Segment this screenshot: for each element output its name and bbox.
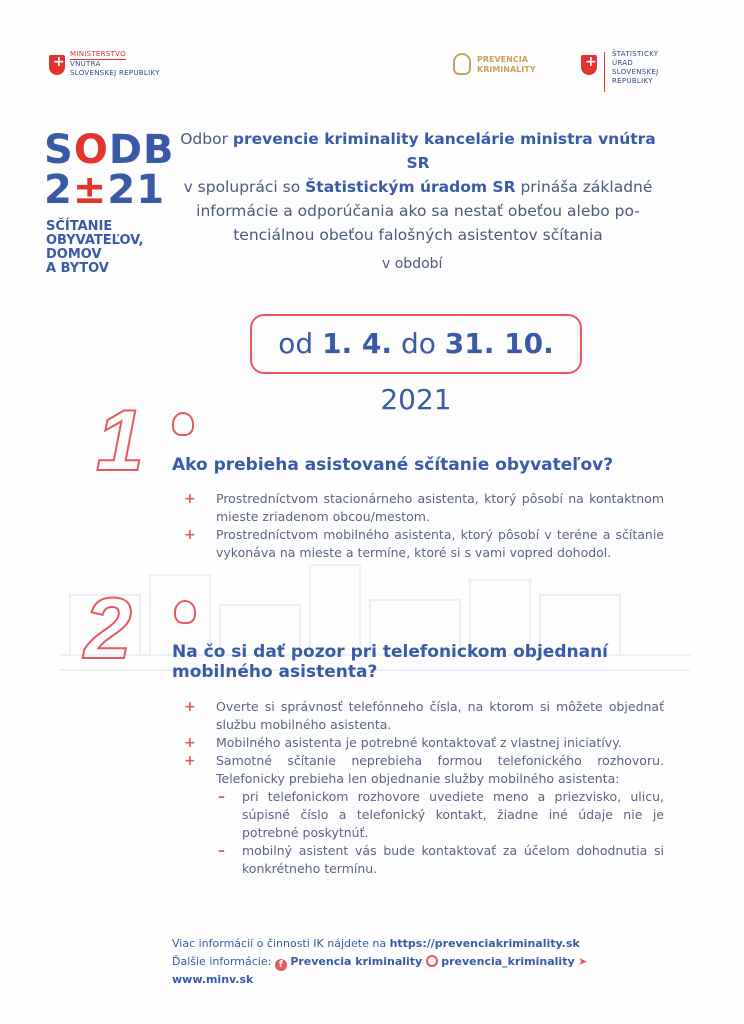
statistic-logo-text [612,50,682,86]
ministry-line2: VNÚTRA [70,60,101,68]
section2-sublist [216,788,664,878]
intro-t4: informácie a odporúčania ako sa nestať obeťou alebo po- [196,202,640,220]
cursor-icon: ➤ [578,955,588,968]
statistic-crest-icon [581,55,597,75]
divider [604,52,605,92]
sodb-sub3: DOMOV [46,247,102,262]
period-label: v období [382,256,443,272]
minv-link[interactable]: www.minv.sk [172,973,254,986]
sodb-21: 21 [107,167,166,213]
sodb-sub4: A BYTOV [46,261,109,276]
sub-list-item: – mobilný asistent vás bude kontaktovať za účelom dohodnutia si konkrétneho termínu. [216,842,664,878]
prevencia-line1: PREVENCIA [477,55,528,64]
facebook-icon: f [275,959,287,971]
instagram-icon [426,955,438,967]
intro-t3: prináša základné [515,178,653,196]
facebook-link[interactable]: Prevencia kriminality [290,955,423,968]
statistic-line1: ŠTATISTICKÝ [612,50,659,58]
list-item: + Prostredníctvom mobilného asistenta, ktorý pôsobí v teréne a sčítanie vykonáva na mieste a termíne, ktoré si s vami vopred dohodol. [184,526,664,562]
section2-heading-line2: mobilného asistenta? [172,662,378,682]
sodb-pm: ± [72,167,108,213]
footer-line2-text: Ďalšie informácie: [172,955,275,968]
section2-heading-line1: Na čo si dať pozor pri telefonickom objednaní [172,642,608,662]
intro-b1: prevencie kriminality kancelárie ministra vnútra SR [232,130,656,172]
section2-number: 2 [84,581,132,677]
sub-list-item: – pri telefonickom rozhovore uvediete meno a priezvisko, ulicu, súpisné číslo a telefonický kontakt, žiadne iné údaje nie je potrebné poskytnúť. [216,788,664,842]
list-item: + Overte si správnosť telefónneho čísla, na ktorom si môžete objednať službu mobilného asistenta. [184,698,664,734]
instagram-link[interactable]: prevencia_kriminality [441,955,575,968]
sodb-logo [44,127,175,213]
date-range-box [250,314,582,416]
date-to-label: do [392,327,445,360]
ministry-logo-text [70,50,180,78]
intro-t1: Odbor [180,130,233,148]
statistic-line3: SLOVENSKEJ [612,68,659,76]
section1-heading: Ako prebieha asistované sčítanie obyvateľov? [172,455,614,475]
headset-person-icon [174,600,196,624]
prevencia-line2: KRIMINALITY [477,65,536,74]
website-link[interactable]: https://prevenciakriminality.sk [389,937,580,950]
prevencia-logo-text [477,55,535,75]
list-item-text: Samotné sčítanie neprebieha formou telefonického rozhovoru. Telefonicky prebieha len objednanie služby mobilného asistenta: [216,753,664,786]
sodb-s: S [44,127,74,173]
date-from: 1. 4. [322,327,393,360]
list-item: + Mobilného asistenta je potrebné kontaktovať z vlastnej iniciatívy. [184,734,664,752]
person-mask-icon [172,412,194,436]
footer [172,935,632,989]
section2-list [184,698,664,878]
sodb-2: 2 [44,167,73,213]
intro-text [168,127,668,247]
section1-list [184,490,664,562]
statistic-line2: ÚRAD [612,59,634,67]
date-year: 2021 [380,383,452,416]
sodb-sub1: SČÍTANIE [46,219,113,234]
sodb-o: O [73,127,109,173]
statistic-line4: REPUBLIKY [612,77,653,85]
section1-number: 1 [96,393,144,489]
date-to: 31. 10. [444,327,554,360]
footer-line1-text: Viac informácií o činnosti IK nájdete na [172,937,390,950]
list-item: + Prostredníctvom stacionárneho asistenta, ktorý pôsobí na kontaktnom mieste zriadenom obcou/mestom. [184,490,664,526]
intro-t2: v spolupráci so [183,178,306,196]
section2-heading [172,642,608,682]
list-item [184,752,664,878]
sodb-sub2: OBYVATEĽOV, [46,233,144,248]
intro-t5: tenciálnou obeťou falošných asistentov sčítania [233,226,603,244]
ministry-crest-icon [49,55,65,75]
sodb-subtitle [46,220,144,276]
ministry-line3: SLOVENSKEJ REPUBLIKY [70,69,160,77]
ministry-line1: MINISTERSTVO [70,50,126,58]
intro-b2: Štatistickým úradom SR [305,178,516,196]
date-from-label: od [278,327,323,360]
sodb-db: DB [108,127,175,173]
fingerprint-icon [453,53,471,75]
